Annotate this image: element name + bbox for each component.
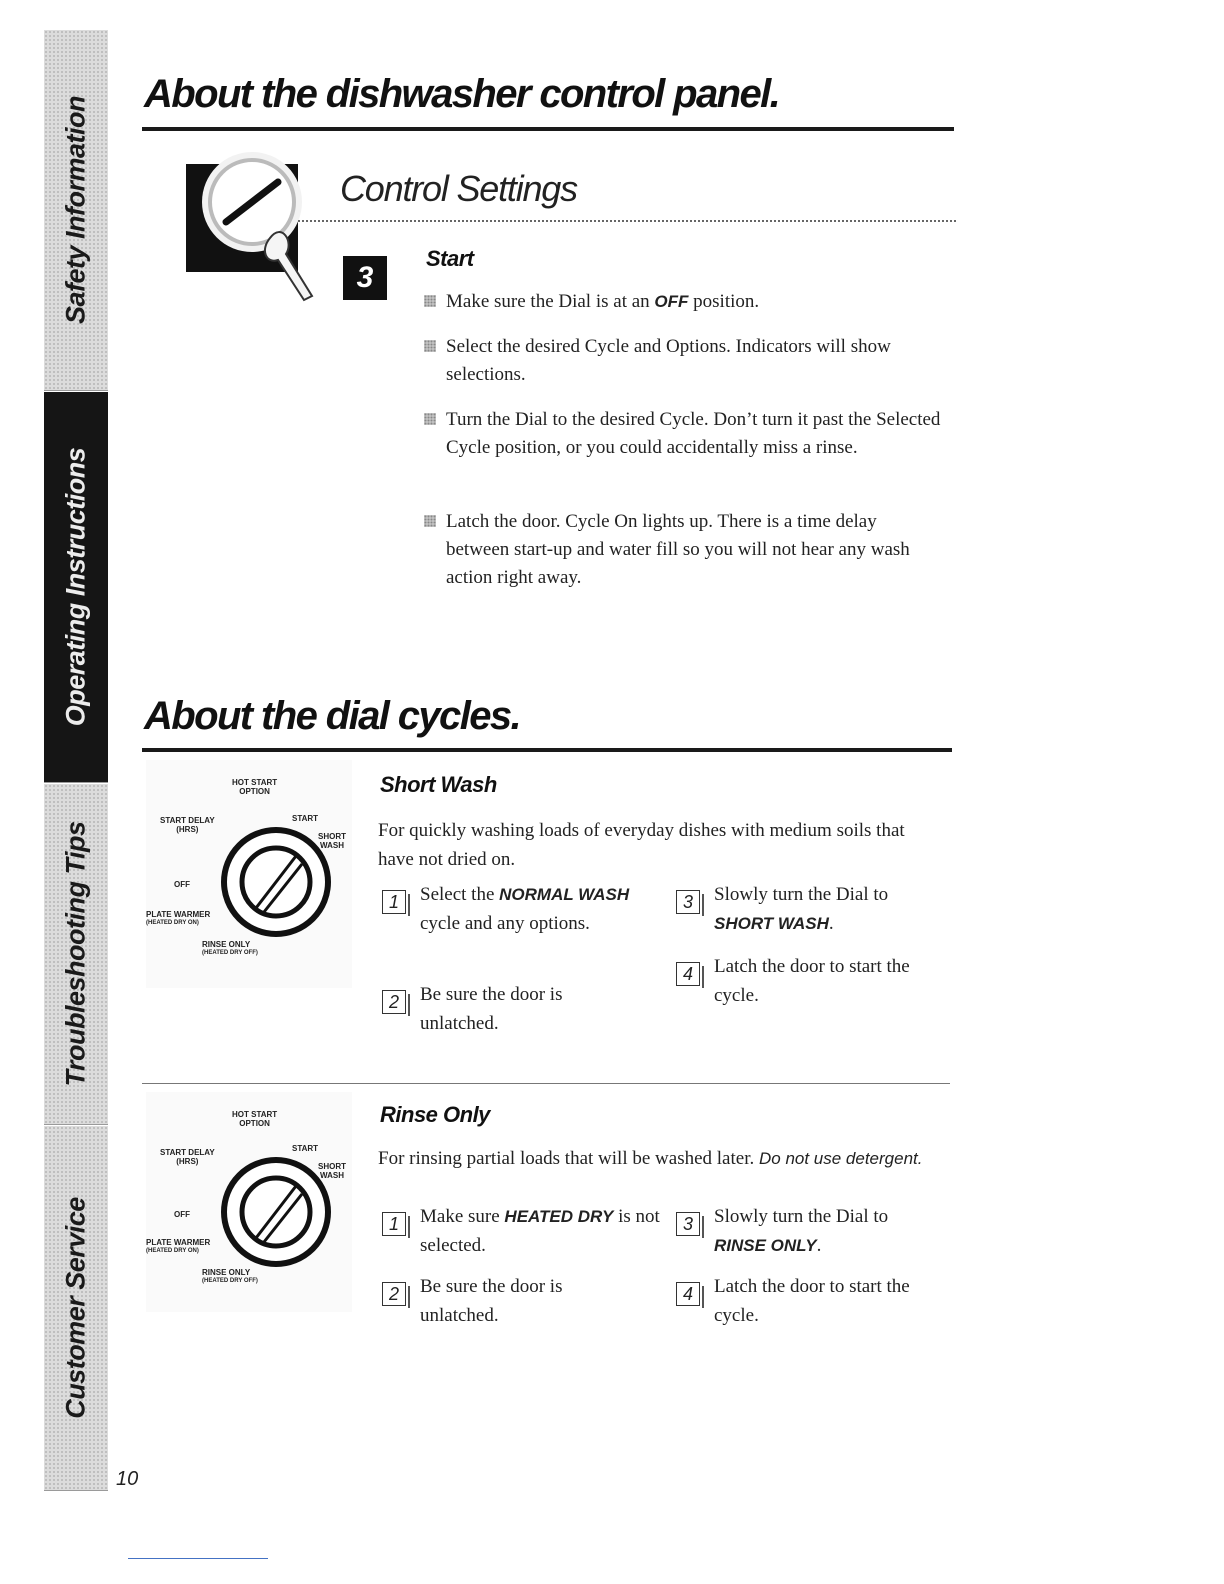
- short-wash-description: For quickly washing loads of everyday dishes with medium soils that have not dried on.: [378, 820, 905, 870]
- tab-safety-information[interactable]: [44, 30, 108, 391]
- list-item: Make sure the Dial is at an OFF position.: [446, 288, 946, 316]
- tab-troubleshooting-tips[interactable]: [44, 784, 108, 1125]
- start-heading: Start: [426, 246, 474, 271]
- step-number-box: 2: [382, 1282, 406, 1306]
- step-number-box: 4: [676, 962, 700, 986]
- list-item: Slowly turn the Dial to SHORT WASH.: [714, 884, 889, 934]
- tab-label: Safety Information: [60, 95, 91, 325]
- step-number-box: 3: [676, 890, 700, 914]
- list-item: Latch the door. Cycle On lights up. There is a time delay between start-up and water fill so you will not hear any wash action right away.: [446, 508, 936, 592]
- list-item: Be sure the door is unlatched.: [420, 984, 563, 1034]
- short-wash-heading: Short Wash: [380, 772, 497, 797]
- list-item: Select the desired Cycle and Options. Indicators will show selections.: [446, 333, 946, 389]
- control-settings-icon: [186, 142, 316, 307]
- tab-customer-service[interactable]: [44, 1126, 108, 1491]
- tab-operating-instructions[interactable]: [44, 392, 108, 783]
- step-number-badge: 3: [343, 256, 387, 300]
- bullet-icon: [424, 413, 436, 425]
- step-number-box: 4: [676, 1282, 700, 1306]
- bullet-icon: [424, 340, 436, 352]
- section-title: About the dial cycles.: [144, 694, 521, 738]
- rinse-only-description: For rinsing partial loads that will be washed later. Do not use detergent.: [378, 1148, 923, 1169]
- list-item: Latch the door to start the cycle.: [714, 1276, 910, 1326]
- list-item: Make sure HEATED DRY is not selected.: [420, 1206, 660, 1256]
- rinse-only-heading: Rinse Only: [380, 1102, 490, 1127]
- list-item: Latch the door to start the cycle.: [714, 956, 910, 1006]
- section-rule: [142, 748, 952, 752]
- subtitle-rule: [298, 220, 956, 222]
- sidebar-tabs: [44, 30, 108, 1490]
- step-number-box: 2: [382, 990, 406, 1014]
- divider: [142, 1083, 950, 1084]
- bullet-icon: [424, 295, 436, 307]
- step-number-box: 1: [382, 890, 406, 914]
- step-number-box: 1: [382, 1212, 406, 1236]
- bullet-icon: [424, 515, 436, 527]
- section-subtitle: Control Settings: [340, 168, 577, 209]
- dial-illustration-rinse-only: HOT START OPTION START DELAY (HRS) START SHORT WASH OFF PLATE WARMER (HEATED DRY ON) RINSE ONLY (HEATED DRY OFF): [146, 1092, 352, 1312]
- page-title: About the dishwasher control panel.: [144, 72, 780, 116]
- list-item: Turn the Dial to the desired Cycle. Don’t turn it past the Selected Cycle position, or you could accidentally miss a rinse.: [446, 406, 946, 462]
- list-item: Be sure the door is unlatched.: [420, 1276, 563, 1326]
- tab-label: Troubleshooting Tips: [60, 821, 91, 1087]
- dial-illustration-short-wash: HOT START OPTION START DELAY (HRS) START SHORT WASH OFF PLATE WARMER (HEATED DRY ON) RINSE ONLY (HEATED DRY OFF): [146, 760, 352, 988]
- page-number: 10: [116, 1468, 139, 1490]
- step-number-box: 3: [676, 1212, 700, 1236]
- title-rule: [142, 127, 954, 131]
- list-item: Slowly turn the Dial to RINSE ONLY.: [714, 1206, 889, 1256]
- list-item: Select the NORMAL WASH cycle and any options.: [420, 884, 630, 934]
- tab-label: Operating Instructions: [60, 447, 91, 727]
- tab-label: Customer Service: [60, 1197, 91, 1419]
- footer-line: [128, 1558, 268, 1559]
